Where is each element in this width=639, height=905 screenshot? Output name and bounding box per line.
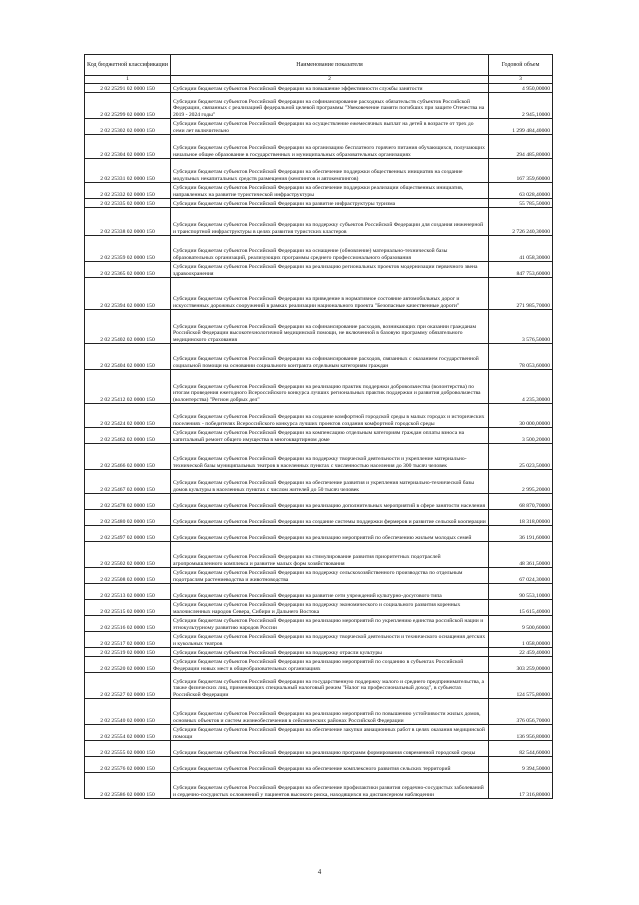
row-name: Субсидии бюджетам субъектов Российской Федерации на создание системы поддержки фермеров и развитие сельской кооперации	[171, 510, 489, 526]
row-code: 2 02 25331 02 0000 150	[85, 159, 171, 183]
row-name: Субсидии бюджетам субъектов Российской Федерации на реализацию мероприятий по повышению устойчивости жилых домов, основных объектов и систем жизнеобеспечения в сейсмических районах Российской Федерации	[171, 699, 489, 725]
row-code: 2 02 25335 02 0000 150	[85, 199, 171, 208]
row-name: Субсидии бюджетам субъектов Российской Федерации на поддержку творческой деятельности и укрепление материально-технической базы муниципальных театров в населенных пунктах с численностью населения до 300 тысяч человек	[171, 444, 489, 470]
row-code: 2 02 25517 02 0000 150	[85, 632, 171, 648]
row-code: 2 02 25467 02 0000 150	[85, 470, 171, 494]
row-code: 2 02 25478 02 0000 150	[85, 494, 171, 510]
row-name: Субсидии бюджетам субъектов Российской Федерации на реализацию практик поддержки добровольчества (волонтерства) по итогам проведения ежегодного Всероссийского конкурса лучших региональных практик поддержки и развития добровольчества (волонтерства) "Регион добрых дел"	[171, 370, 489, 404]
row-name: Субсидии бюджетам субъектов Российской Федерации на реализацию мероприятий по укреплению единства российской нации и этнокультурному развитию народов России	[171, 616, 489, 632]
row-name: Субсидии бюджетам субъектов Российской Федерации на реализацию региональных проектов модернизации первичного звена здравоохранения	[171, 262, 489, 278]
row-code: 2 02 25515 02 0000 150	[85, 600, 171, 616]
row-amount: 1 299 484,40000	[489, 119, 553, 135]
row-code: 2 02 25462 02 0000 150	[85, 428, 171, 444]
row-name: Субсидии бюджетам субъектов Российской Федерации на реализацию мероприятий по созданию в субъектах Российской Федерации новых мест в общеобразовательных организациях	[171, 657, 489, 673]
table-row	[85, 444, 553, 470]
row-amount: 136 956,80000	[489, 725, 553, 741]
table-row	[85, 278, 553, 310]
header-name: Наименование показателя	[171, 55, 489, 76]
row-code: 2 02 25299 02 0000 150	[85, 93, 171, 119]
table-row	[85, 119, 553, 135]
row-amount: 82 544,60000	[489, 741, 553, 757]
row-amount: 4 235,30000	[489, 370, 553, 404]
row-name: Субсидии бюджетам субъектов Российской Федерации на организацию бесплатного горячего питания обучающихся, получающих начальное общее образование в государственных и муниципальных образовательных организациях	[171, 135, 489, 159]
row-amount: 376 056,70000	[489, 699, 553, 725]
table-row	[85, 310, 553, 344]
row-name: Субсидии бюджетам субъектов Российской Федерации на обеспечение профилактики развития сердечно-сосудистых заболеваний и сердечно-сосудистых осложнений у пациентов высокого риска, находящихся на диспансерном наблюдении	[171, 773, 489, 799]
row-amount: 294 485,80000	[489, 135, 553, 159]
column-number: 2	[171, 76, 489, 84]
table-row	[85, 135, 553, 159]
table-row	[85, 344, 553, 370]
row-code: 2 02 25402 02 0000 150	[85, 310, 171, 344]
row-amount: 3 576,50000	[489, 310, 553, 344]
row-amount: 303 259,00000	[489, 657, 553, 673]
row-code: 2 02 25519 02 0000 150	[85, 648, 171, 657]
table-row	[85, 428, 553, 444]
row-name: Субсидии бюджетам субъектов Российской Федерации на реализацию программ формирования современной городской среды	[171, 741, 489, 757]
row-code: 2 02 25424 02 0000 150	[85, 404, 171, 428]
row-amount: 167 359,60000	[489, 159, 553, 183]
row-amount: 48 361,50000	[489, 542, 553, 568]
row-name: Субсидии бюджетам субъектов Российской Федерации на компенсацию отдельным категориям граждан оплаты взноса на капитальный ремонт общего имущества в многоквартирном доме	[171, 428, 489, 444]
row-name: Субсидии бюджетам субъектов Российской Федерации на стимулирование развития приоритетных подотраслей агропромышленного комплекса и развитие малых форм хозяйствования	[171, 542, 489, 568]
table-row	[85, 470, 553, 494]
row-amount: 36 191,60000	[489, 526, 553, 542]
row-name: Субсидии бюджетам субъектов Российской Федерации на приведение в нормативное состояние автомобильных дорог и искусственных дорожных сооружений в рамках реализации национального проекта "Безопасные качественные дороги"	[171, 278, 489, 310]
table-row	[85, 262, 553, 278]
row-amount: 67 024,30000	[489, 568, 553, 584]
row-name: Субсидии бюджетам субъектов Российской Федерации на развитие инфраструктуры туризма	[171, 199, 489, 208]
row-name: Субсидии бюджетам субъектов Российской Федерации на софинансирование расходных обязательств субъектов Российской Федерации, связанных с реализацией федеральной целевой программы "Увековечение памяти погибших при защите Отечества на 2019 - 2024 годы"	[171, 93, 489, 119]
row-code: 2 02 25520 02 0000 150	[85, 657, 171, 673]
row-code: 2 02 25394 02 0000 150	[85, 278, 171, 310]
row-code: 2 02 25338 02 0000 150	[85, 208, 171, 236]
row-code: 2 02 25513 02 0000 150	[85, 584, 171, 600]
row-name: Субсидии бюджетам субъектов Российской Федерации на поддержку творческой деятельности и технического оснащения детских и кукольных театров	[171, 632, 489, 648]
table-row	[85, 404, 553, 428]
row-amount: 15 615,40000	[489, 600, 553, 616]
table-row	[85, 510, 553, 526]
table-row	[85, 183, 553, 199]
table-row	[85, 773, 553, 799]
table-row	[85, 494, 553, 510]
row-amount: 2 945,10000	[489, 93, 553, 119]
row-amount: 41 058,30000	[489, 236, 553, 262]
row-code: 2 02 25332 02 0000 150	[85, 183, 171, 199]
table-row	[85, 725, 553, 741]
budget-table	[84, 54, 553, 799]
row-code: 2 02 25576 02 0000 150	[85, 757, 171, 773]
row-name: Субсидии бюджетам субъектов Российской Федерации на обеспечение развития и укрепления материально-технической базы домов культуры в населенных пунктах с числом жителей до 50 тысяч человек	[171, 470, 489, 494]
row-name: Субсидии бюджетам субъектов Российской Федерации на оснащение (обновление) материально-технической базы образовательных организаций, реализующих программы среднего профессионального образования	[171, 236, 489, 262]
table-row	[85, 616, 553, 632]
row-code: 2 02 25516 02 0000 150	[85, 616, 171, 632]
table-row	[85, 757, 553, 773]
row-name: Субсидии бюджетам субъектов Российской Федерации на обеспечение комплексного развития сельских территорий	[171, 757, 489, 773]
row-code: 2 02 25497 02 0000 150	[85, 526, 171, 542]
row-code: 2 02 25365 02 0000 150	[85, 262, 171, 278]
table-row	[85, 199, 553, 208]
row-code: 2 02 25304 02 0000 150	[85, 135, 171, 159]
row-amount: 68 870,70000	[489, 494, 553, 510]
row-code: 2 02 25404 02 0000 150	[85, 344, 171, 370]
table-row	[85, 741, 553, 757]
row-name: Субсидии бюджетам субъектов Российской Федерации на поддержку экономического и социального развития коренных малочисленных народов Севера, Сибири и Дальнего Востока	[171, 600, 489, 616]
table-row	[85, 84, 553, 93]
row-amount: 63 028,40000	[489, 183, 553, 199]
table-row	[85, 600, 553, 616]
row-amount: 2 995,20000	[489, 470, 553, 494]
row-name: Субсидии бюджетам субъектов Российской Федерации на обеспечение закупки авиационных работ в целях оказания медицинской помощи	[171, 725, 489, 741]
row-name: Субсидии бюджетам субъектов Российской Федерации на обеспечение поддержки реализации общественных инициатив, направленных на развитие туристической инфраструктуры	[171, 183, 489, 199]
row-code: 2 02 25359 02 0000 150	[85, 236, 171, 262]
row-name: Субсидии бюджетам субъектов Российской Федерации на создание комфортной городской среды в малых городах и исторических поселениях - победителях Всероссийского конкурса лучших проектов создания комфортной городской среды	[171, 404, 489, 428]
table-row	[85, 699, 553, 725]
row-amount: 90 553,10000	[489, 584, 553, 600]
table-row	[85, 159, 553, 183]
row-amount: 9 394,50000	[489, 757, 553, 773]
table-row	[85, 584, 553, 600]
row-amount: 30 000,00000	[489, 404, 553, 428]
row-name: Субсидии бюджетам субъектов Российской Федерации на осуществление ежемесячных выплат на детей в возрасте от трех до семи лет включительно	[171, 119, 489, 135]
row-name: Субсидии бюджетам субъектов Российской Федерации на государственную поддержку малого и среднего предпринимательства, а также физических лиц, применяющих специальный налоговый режим "Налог на профессиональный доход", в субъектах Российской Федерации	[171, 673, 489, 699]
header-code: Код бюджетной классификации	[85, 55, 171, 76]
row-amount: 9 500,60000	[489, 616, 553, 632]
row-name: Субсидии бюджетам субъектов Российской Федерации на обеспечение поддержки общественных инициатив на создание модульных некапитальных средств размещения (кемпингов и автокемпингов)	[171, 159, 489, 183]
table-row	[85, 208, 553, 236]
row-amount: 847 753,60000	[489, 262, 553, 278]
row-amount: 3 500,20000	[489, 428, 553, 444]
column-number: 1	[85, 76, 171, 84]
row-code: 2 02 25540 02 0000 150	[85, 699, 171, 725]
row-code: 2 02 25291 02 0000 150	[85, 84, 171, 93]
row-name: Субсидии бюджетам субъектов Российской Федерации на софинансирование расходов, связанных с оказанием государственной социальной помощи на основании социального контракта отдельным категориям граждан	[171, 344, 489, 370]
row-code: 2 02 25527 02 0000 150	[85, 673, 171, 699]
row-name: Субсидии бюджетам субъектов Российской Федерации на реализацию мероприятий по обеспечению жильем молодых семей	[171, 526, 489, 542]
budget-table-body	[85, 55, 553, 799]
row-code: 2 02 25508 02 0000 150	[85, 568, 171, 584]
row-amount: 22 459,40000	[489, 648, 553, 657]
row-name: Субсидии бюджетам субъектов Российской Федерации на поддержку субъектов Российской Федерации для создания инженерной и транспортной инфраструктуры в целях развития туристских кластеров	[171, 208, 489, 236]
table-row	[85, 568, 553, 584]
table-row	[85, 93, 553, 119]
row-amount: 271 985,70000	[489, 278, 553, 310]
table-row	[85, 648, 553, 657]
table-row	[85, 526, 553, 542]
row-name: Субсидии бюджетам субъектов Российской Федерации на реализацию дополнительных мероприятий в сфере занятости населения	[171, 494, 489, 510]
header-amount: Годовой объем	[489, 55, 553, 76]
row-amount: 55 785,50000	[489, 199, 553, 208]
row-amount: 1 058,00000	[489, 632, 553, 648]
row-amount: 4 950,00000	[489, 84, 553, 93]
row-amount: 78 053,60000	[489, 344, 553, 370]
column-number-row	[85, 76, 553, 84]
table-row	[85, 370, 553, 404]
row-name: Субсидии бюджетам субъектов Российской Федерации на софинансирование расходов, возникающих при оказании гражданам Российской Федерации высокотехнологичной медицинской помощи, не включенной в базовую программу обязательного медицинского страхования	[171, 310, 489, 344]
row-amount: 25 023,50000	[489, 444, 553, 470]
row-name: Субсидии бюджетам субъектов Российской Федерации на поддержку сельскохозяйственного производства по отдельным подотраслям растениеводства и животноводства	[171, 568, 489, 584]
row-amount: 17 316,80000	[489, 773, 553, 799]
row-name: Субсидии бюджетам субъектов Российской Федерации на развитие сети учреждений культурно-досугового типа	[171, 584, 489, 600]
row-amount: 124 575,80000	[489, 673, 553, 699]
row-amount: 2 726 240,30000	[489, 208, 553, 236]
row-code: 2 02 25412 02 0000 150	[85, 370, 171, 404]
row-code: 2 02 25586 02 0000 150	[85, 773, 171, 799]
column-number: 3	[489, 76, 553, 84]
row-code: 2 02 25554 02 0000 150	[85, 725, 171, 741]
row-code: 2 02 25502 02 0000 150	[85, 542, 171, 568]
table-header-row	[85, 55, 553, 76]
row-code: 2 02 25466 02 0000 150	[85, 444, 171, 470]
row-code: 2 02 25480 02 0000 150	[85, 510, 171, 526]
row-name: Субсидии бюджетам субъектов Российской Федерации на поддержку отрасли культуры	[171, 648, 489, 657]
row-name: Субсидии бюджетам субъектов Российской Федерации на повышение эффективности службы занятости	[171, 84, 489, 93]
table-row	[85, 542, 553, 568]
table-row	[85, 657, 553, 673]
table-row	[85, 632, 553, 648]
row-code: 2 02 25555 02 0000 150	[85, 741, 171, 757]
page-number: 4	[317, 868, 322, 876]
row-code: 2 02 25302 02 0000 150	[85, 119, 171, 135]
table-row	[85, 673, 553, 699]
table-row	[85, 236, 553, 262]
row-amount: 18 318,00000	[489, 510, 553, 526]
